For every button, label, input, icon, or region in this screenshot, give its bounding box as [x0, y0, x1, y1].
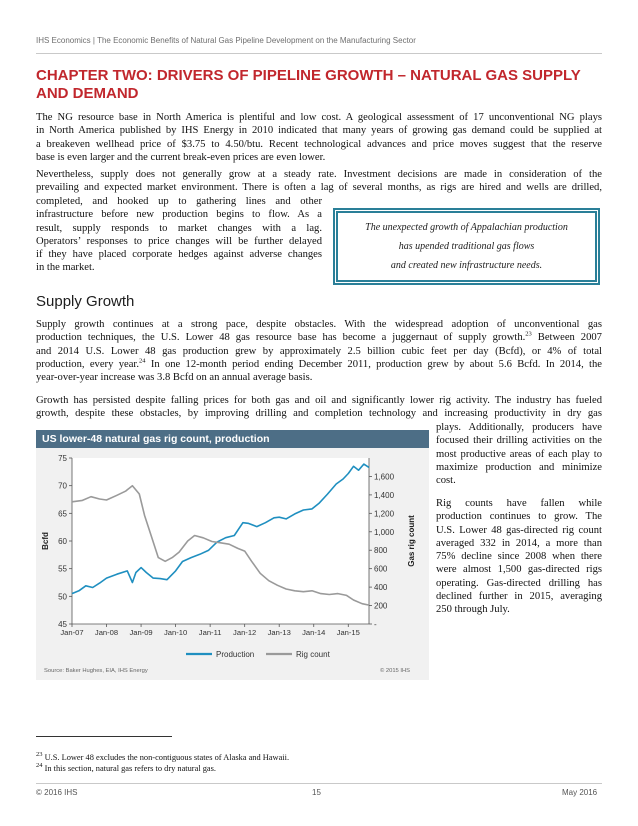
- y2-tick-label: 800: [374, 546, 388, 556]
- legend-label: Rig count: [296, 650, 330, 659]
- paragraph-supply-growth: [36, 318, 602, 384]
- y-tick-label: 65: [58, 509, 67, 519]
- x-tick-label: Jan-07: [60, 628, 84, 637]
- x-tick-label: Jan-13: [267, 628, 291, 637]
- text-line: plays. Additionally, producers have: [436, 422, 602, 433]
- pull-quote-line: has upended traditional gas flows: [398, 241, 535, 252]
- x-tick-label: Jan-09: [129, 628, 153, 637]
- text-line: prevailing and expected market environment. There is often a lag of several months, as rigs are hired and wells are drilled,: [36, 182, 602, 194]
- text-line: infrastructure before new production begins to flow. As a: [36, 209, 322, 221]
- paragraph-persisted-continued: [436, 421, 602, 487]
- text-line: Operators’ responses to price changes will be further delayed: [36, 235, 322, 247]
- header-rule: [36, 53, 602, 54]
- y2-tick-label: 1,200: [374, 509, 395, 519]
- text-line: year-over-year increase was 3.8 Bcfd on an annual average basis.: [36, 372, 313, 384]
- footnote-number: 23: [36, 751, 43, 759]
- y-tick-label: 55: [58, 564, 67, 574]
- text-line: declined further in 2015, averaging: [436, 591, 602, 603]
- y2-tick-label: 400: [374, 583, 388, 593]
- footnote: $^{24}$ In this section, natural gas refers to dry natural gas.: [36, 762, 216, 773]
- y-tick-label: 70: [58, 481, 67, 491]
- section-heading: Supply Growth: [36, 293, 135, 310]
- text-line: 75% decline since 2008 when there: [436, 551, 602, 563]
- y-axis-title: Bcfd: [41, 532, 50, 550]
- text-line: cost.: [436, 475, 456, 487]
- pull-quote-line: and created new infrastructure needs.: [390, 260, 543, 271]
- paragraph-lag-continued: [36, 195, 322, 275]
- text-line: production, every year.$^{24}$ In one 12-month period ending December 2011, production grew by about 5.6 Bcfd. In 2014, the: [36, 357, 602, 370]
- text-line: Nevertheless, supply does not generally grow at a steady rate. Investment decisions are made in consideration of the: [36, 169, 602, 180]
- text-line: result, supply responds to market changes with a lag.: [36, 222, 322, 234]
- text-line: a breakeven wellhead price of $3.75 to 4.50/btu. Recent technological advances and price moves suggest that the reserve: [36, 138, 602, 150]
- footer-date: May 2016: [562, 788, 598, 797]
- chart-copyright: © 2015 IHS: [380, 668, 411, 674]
- x-tick-label: Jan-15: [336, 628, 360, 637]
- y2-tick-label: -: [374, 620, 377, 629]
- footer-copyright: © 2016 IHS: [36, 788, 78, 797]
- footer-rule: [36, 783, 602, 784]
- chapter-title-line: AND DEMAND: [36, 85, 139, 102]
- text-line: The NG resource base in North America is plentiful and low cost. A geological assessment of 17 unconventional NG plays: [36, 112, 602, 123]
- x-tick-label: Jan-14: [302, 628, 326, 637]
- y2-tick-label: 600: [374, 564, 388, 574]
- chapter-title-line: CHAPTER TWO: DRIVERS OF PIPELINE GROWTH – NATURAL GAS SUPPLY: [36, 67, 581, 84]
- paragraph-lag: [36, 168, 602, 195]
- legend-label: Production: [216, 650, 255, 659]
- text-line: completed, and hooked up to gathering lines and other: [36, 196, 322, 207]
- paragraph-rig-counts: [436, 497, 602, 617]
- paragraph-intro: [36, 111, 602, 164]
- text-line: Growth has persisted despite falling prices for both gas and oil and significantly lower rig activity. The industry has fueled: [36, 395, 602, 406]
- text-line: focused their drilling activities on the: [436, 435, 602, 447]
- y2-tick-label: 1,600: [374, 472, 395, 482]
- x-tick-label: Jan-08: [94, 628, 119, 637]
- text-line: Supply growth continues at a strong pace, despite obstacles. With the widespread adoption of unconventional gas: [36, 319, 602, 330]
- text-line: base is even larger and the current break-even prices are even lower.: [36, 151, 326, 163]
- chapter-title: [36, 67, 602, 103]
- pull-quote: [333, 208, 600, 285]
- y2-tick-label: 200: [374, 601, 388, 611]
- text-line: if they have placed corporate hedges against adverse changes: [36, 249, 322, 261]
- footnote-rule: [36, 736, 172, 737]
- text-line: in North America published by IHS Energy in 2010 indicated that many years of growing gas demand could be supplied at: [36, 125, 602, 137]
- text-line: and 2014 U.S. Lower 48 gas production grew by approximately 2.5 billion cubic feet per day (Bcfd), or 4% of total: [36, 345, 602, 357]
- pull-quote-line: The unexpected growth of Appalachian production: [365, 222, 568, 233]
- y2-tick-label: 1,400: [374, 490, 395, 500]
- text-line: operating. Gas-directed drilling has: [436, 577, 602, 589]
- text-line: 250 through July.: [436, 604, 510, 616]
- chart-title: US lower-48 natural gas rig count, production: [42, 433, 270, 445]
- text-line: in the market.: [36, 262, 95, 274]
- footnote-ref[interactable]: 24: [139, 357, 146, 365]
- text-line: most productive areas of each play to: [436, 448, 602, 460]
- chart-source: Source: Baker Hughes, EIA, IHS Energy: [44, 668, 148, 674]
- text-line: averaged 332 in 2014, a more than: [436, 537, 602, 549]
- x-tick-label: Jan-10: [163, 628, 188, 637]
- y-tick-label: 50: [58, 592, 67, 602]
- footnote: $^{23}$ U.S. Lower 48 excludes the non-contiguous states of Alaska and Hawaii.: [36, 751, 290, 762]
- paragraph-persisted: [36, 394, 602, 421]
- y-tick-label: 60: [58, 537, 67, 546]
- y2-tick-label: 1,000: [374, 527, 395, 537]
- y-tick-label: 75: [58, 454, 67, 463]
- text-line: Rig counts have fallen while: [436, 498, 602, 509]
- text-line: production continues to grow. The: [436, 511, 602, 523]
- text-line: were almost 1,500 gas-directed rigs: [436, 564, 602, 576]
- running-header: IHS Economics | The Economic Benefits of Natural Gas Pipeline Development on the Manufacturing Sector: [36, 36, 416, 45]
- chart-title-bar: [36, 430, 429, 448]
- text-line: growth, despite these obstacles, by improving drilling and completion technology and increasing productivity in dry gas: [36, 408, 602, 420]
- footnote-ref[interactable]: 23: [525, 330, 532, 338]
- text-line: U.S. Lower 48 gas-directed rig count: [436, 524, 602, 536]
- x-tick-label: Jan-11: [198, 628, 222, 637]
- rig-production-chart: [36, 448, 429, 668]
- y2-axis-title: Gas rig count: [407, 515, 416, 567]
- text-line: production techniques, the U.S. Lower 48 gas resource base has become a juggernaut of supply growth.$^{23}$ Between 2007: [36, 330, 602, 344]
- text-line: maximize production and minimize: [436, 461, 602, 473]
- x-tick-label: Jan-12: [233, 628, 257, 637]
- footnote-number: 24: [36, 762, 43, 770]
- page-number: 15: [312, 788, 321, 797]
- footnotes: [36, 752, 602, 774]
- y-tick-label: 45: [58, 620, 67, 629]
